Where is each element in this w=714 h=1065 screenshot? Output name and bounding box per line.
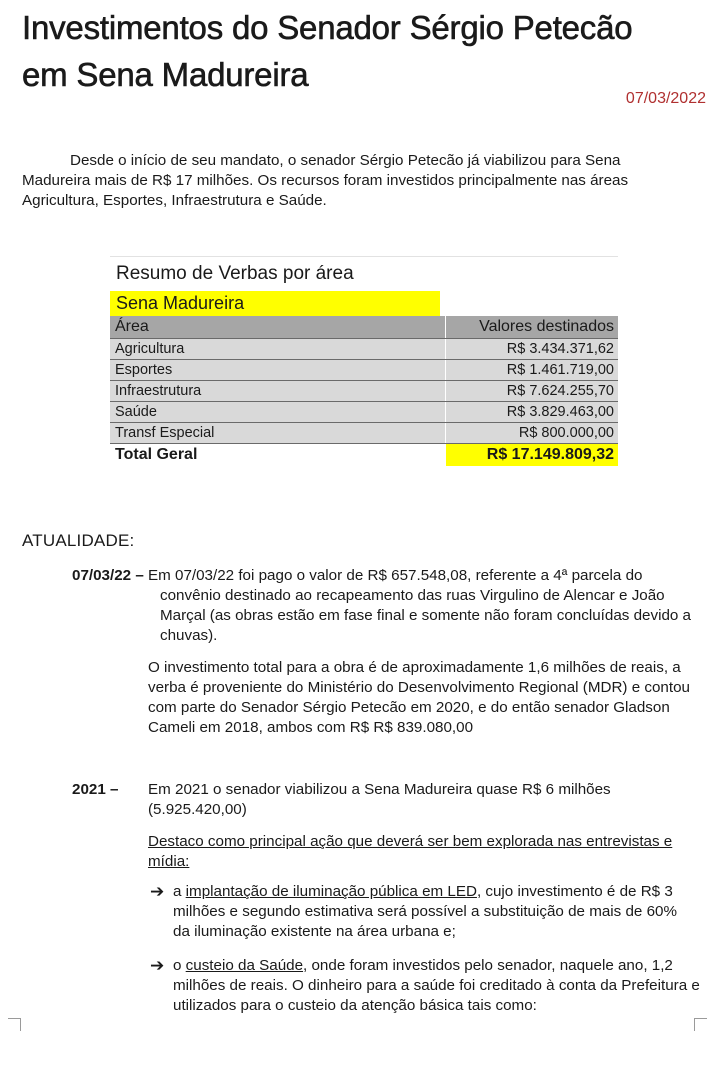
page-corner-mark-left bbox=[8, 1018, 21, 1031]
arrow-right-icon: ➔ bbox=[150, 882, 165, 901]
summary-region: Sena Madureira bbox=[110, 291, 440, 316]
section-heading: ATUALIDADE: bbox=[22, 531, 135, 550]
document-title: Investimentos do Senador Sérgio Petecão em Sena Madureira bbox=[22, 9, 633, 93]
entry-label: 07/03/22 – bbox=[72, 567, 144, 584]
total-value: R$ 17.149.809,32 bbox=[446, 444, 619, 467]
table-row bbox=[110, 360, 618, 381]
bullet-text bbox=[173, 882, 698, 942]
bullet-prefix: a bbox=[173, 883, 186, 900]
page-corner-mark-right bbox=[694, 1018, 707, 1031]
total-row bbox=[110, 444, 618, 467]
entry-paragraph: Em 07/03/22 foi pago o valor de R$ 657.548,08, referente a 4ª parcela do convênio destinado ao recapeamento das ruas Virgulino de Alencar e João Marçal (as obras estão em fase final e somente não foram concluídas devido a chuvas). bbox=[148, 567, 691, 644]
entry-label: 2021 – bbox=[72, 781, 119, 798]
row-value: R$ 3.829.463,00 bbox=[446, 402, 619, 423]
entry-paragraph: O investimento total para a obra é de aproximadamente 1,6 milhões de reais, a verba é proveniente do Ministério do Desenvolvimento Regional (MDR) e contou com parte do Senador Sérgio Petecão em 2020, e do então senador Gladson Cameli em 2018, ambos com R$ R$ 839.080,00 bbox=[148, 659, 690, 736]
bullet-text bbox=[173, 956, 706, 1016]
entry2-highlight bbox=[148, 832, 696, 872]
col-area-header: Área bbox=[110, 316, 446, 339]
bullet-underlined: custeio da Saúde bbox=[185, 957, 304, 974]
total-label: Total Geral bbox=[110, 444, 446, 467]
intro-text: Desde o início de seu mandato, o senador Sérgio Petecão já viabilizou para Sena Madureira mais de R$ 17 milhões. Os recursos foram investidos principalmente nas áreas Agricultura, Esportes, Infraestrutura e Saúde. bbox=[22, 152, 629, 209]
entry-2021-label bbox=[72, 780, 118, 800]
table-row bbox=[110, 381, 618, 402]
entry-paragraph: Em 2021 o senador viabilizou a Sena Madureira quase R$ 6 milhões (5.925.420,00) bbox=[148, 781, 611, 818]
row-area: Esportes bbox=[110, 360, 446, 381]
table-row bbox=[110, 339, 618, 360]
row-value: R$ 1.461.719,00 bbox=[446, 360, 619, 381]
arrow-right-icon: ➔ bbox=[150, 956, 165, 975]
entry1-text2 bbox=[148, 658, 696, 738]
row-area: Infraestrutura bbox=[110, 381, 446, 402]
intro-paragraph bbox=[22, 151, 684, 211]
bullet-underlined: implantação de iluminação pública em LED bbox=[185, 883, 477, 900]
row-area: Saúde bbox=[110, 402, 446, 423]
table-row bbox=[110, 423, 618, 444]
bullet-rest: , onde foram investidos pelo senador, naquele ano, 1,2 milhões de reais. O dinheiro para a saúde foi creditado à conta da Prefeitura e utilizados para o custeio da atenção básica tais como: bbox=[173, 957, 700, 1014]
bullet-prefix: o bbox=[173, 957, 186, 974]
row-area: Transf Especial bbox=[110, 423, 446, 444]
row-area: Agricultura bbox=[110, 339, 446, 360]
table-row bbox=[110, 402, 618, 423]
document-date: 07/03/2022 bbox=[625, 90, 706, 107]
row-value: R$ 7.624.255,70 bbox=[446, 381, 619, 402]
summary-title: Resumo de Verbas por área bbox=[116, 263, 354, 284]
table-header-row bbox=[110, 316, 618, 339]
row-value: R$ 800.000,00 bbox=[446, 423, 619, 444]
entry2-text bbox=[148, 780, 696, 820]
col-values-header: Valores destinados bbox=[446, 316, 619, 339]
values-table bbox=[110, 316, 618, 466]
row-value: R$ 3.434.371,62 bbox=[446, 339, 619, 360]
entry1-text bbox=[148, 566, 696, 646]
summary-table bbox=[110, 256, 618, 466]
highlight-paragraph: Destaco como principal ação que deverá ser bem explorada nas entrevistas e mídia: bbox=[148, 833, 673, 870]
bullet-rest: , cujo investimento é de R$ 3 milhões e segundo estimativa será possível a substituição de mais de 60% da iluminação existente na área urbana e; bbox=[173, 883, 677, 940]
